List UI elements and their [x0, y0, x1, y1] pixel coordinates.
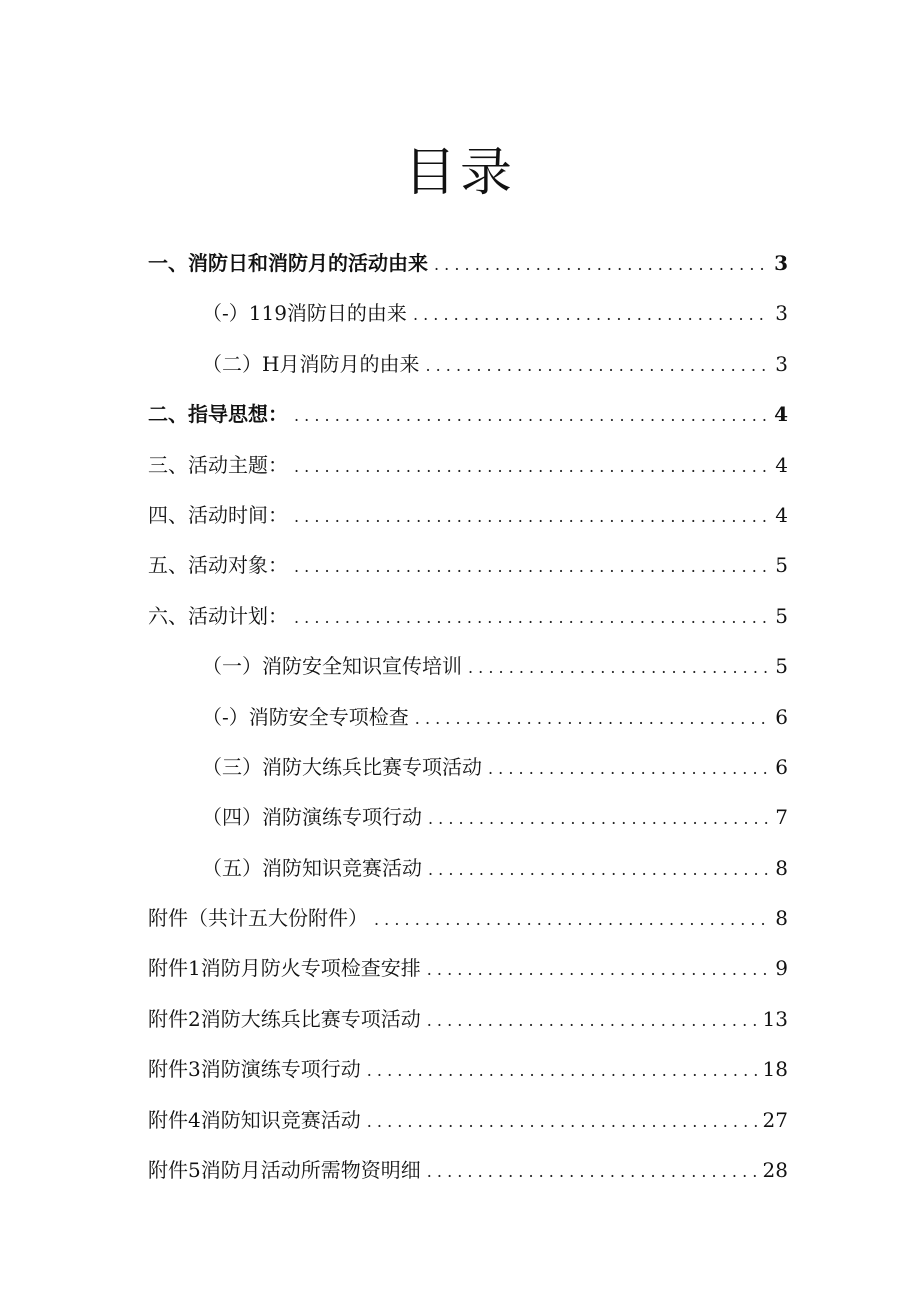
toc-entry[interactable] — [148, 1145, 788, 1195]
toc-leader-dots — [427, 945, 770, 995]
toc-entry-page: 13 — [762, 1006, 788, 1031]
toc-leader-dots — [434, 240, 768, 290]
toc-leader-dots — [367, 1046, 757, 1096]
toc-entry-label: 附件（共计五大份附件） — [148, 906, 368, 931]
toc-entry[interactable] — [148, 288, 788, 338]
toc-entry[interactable] — [148, 490, 788, 540]
toc-entry-page: 28 — [762, 1158, 788, 1183]
toc-leader-dots — [427, 996, 757, 1046]
toc-leader-dots — [488, 744, 769, 794]
table-of-contents — [148, 238, 788, 1195]
toc-leader-dots — [468, 643, 769, 693]
toc-entry-page: 5 — [775, 603, 788, 628]
toc-leader-dots — [427, 1147, 757, 1197]
toc-entry-page: 5 — [775, 553, 788, 578]
toc-entry-label: 附件4消防知识竞赛活动 — [148, 1107, 361, 1132]
toc-entry[interactable] — [148, 742, 788, 792]
toc-entry[interactable] — [148, 641, 788, 691]
toc-entry-label: 一、消防日和消防月的活动由来 — [148, 251, 428, 275]
toc-entry[interactable] — [148, 1044, 788, 1094]
toc-leader-dots — [294, 442, 769, 492]
toc-entry-page: 3 — [774, 251, 788, 275]
toc-leader-dots — [294, 391, 768, 441]
toc-entry-page: 4 — [775, 502, 788, 527]
toc-entry-page: 3 — [775, 301, 788, 326]
toc-entry-label: 附件5消防月活动所需物资明细 — [148, 1158, 421, 1183]
toc-leader-dots — [294, 593, 769, 643]
toc-leader-dots — [294, 492, 769, 542]
toc-entry-page: 6 — [775, 754, 788, 779]
toc-entry-page: 18 — [762, 1057, 788, 1082]
toc-entry[interactable] — [148, 994, 788, 1044]
toc-entry-page: 8 — [775, 855, 788, 880]
toc-entry-page: 4 — [775, 452, 788, 477]
toc-entry-page: 3 — [775, 351, 788, 376]
toc-entry-label: （四）消防演练专项行动 — [202, 805, 422, 830]
toc-entry[interactable] — [148, 943, 788, 993]
toc-entry-label: 五、活动对象： — [148, 553, 288, 578]
toc-entry[interactable] — [148, 893, 788, 943]
toc-entry-label: 二、指导思想： — [148, 402, 288, 427]
toc-entry[interactable] — [148, 339, 788, 389]
toc-entry[interactable] — [148, 238, 788, 288]
toc-entry[interactable] — [148, 692, 788, 742]
toc-leader-dots — [294, 542, 769, 592]
toc-entry-page: 5 — [775, 654, 788, 679]
toc-entry-label: （三）消防大练兵比赛专项活动 — [202, 754, 482, 779]
toc-entry-label: 六、活动计划： — [148, 603, 288, 628]
toc-leader-dots — [428, 845, 769, 895]
toc-leader-dots — [425, 341, 769, 391]
toc-leader-dots — [367, 1097, 757, 1147]
toc-entry[interactable] — [148, 792, 788, 842]
toc-entry-page: 8 — [775, 906, 788, 931]
toc-leader-dots — [415, 694, 770, 744]
toc-entry-label: 四、活动时间： — [148, 502, 288, 527]
toc-leader-dots — [428, 794, 769, 844]
toc-entry-page: 6 — [775, 704, 788, 729]
toc-entry-label: （-）119消防日的由来 — [202, 301, 407, 326]
toc-entry[interactable] — [148, 440, 788, 490]
toc-entry-label: 附件3消防演练专项行动 — [148, 1057, 361, 1082]
toc-entry[interactable] — [148, 540, 788, 590]
toc-entry-page: 4 — [774, 402, 788, 427]
toc-entry[interactable] — [148, 389, 788, 439]
toc-entry-label: 附件2消防大练兵比赛专项活动 — [148, 1006, 421, 1031]
toc-entry-page: 7 — [775, 805, 788, 830]
toc-entry-label: （五）消防知识竞赛活动 — [202, 855, 422, 880]
toc-entry[interactable] — [148, 843, 788, 893]
toc-entry-label: （一）消防安全知识宣传培训 — [202, 654, 462, 679]
toc-entry[interactable] — [148, 591, 788, 641]
toc-entry-label: （二）H月消防月的由来 — [202, 351, 420, 376]
page-title: 目录 — [403, 142, 516, 203]
toc-entry-label: （-）消防安全专项检查 — [202, 704, 409, 729]
toc-leader-dots — [374, 895, 769, 945]
toc-entry-label: 附件1消防月防火专项检查安排 — [148, 956, 421, 981]
toc-entry-page: 9 — [775, 956, 788, 981]
toc-entry[interactable] — [148, 1095, 788, 1145]
toc-entry-label: 三、活动主题： — [148, 452, 288, 477]
toc-leader-dots — [413, 290, 769, 340]
toc-entry-page: 27 — [762, 1107, 788, 1132]
